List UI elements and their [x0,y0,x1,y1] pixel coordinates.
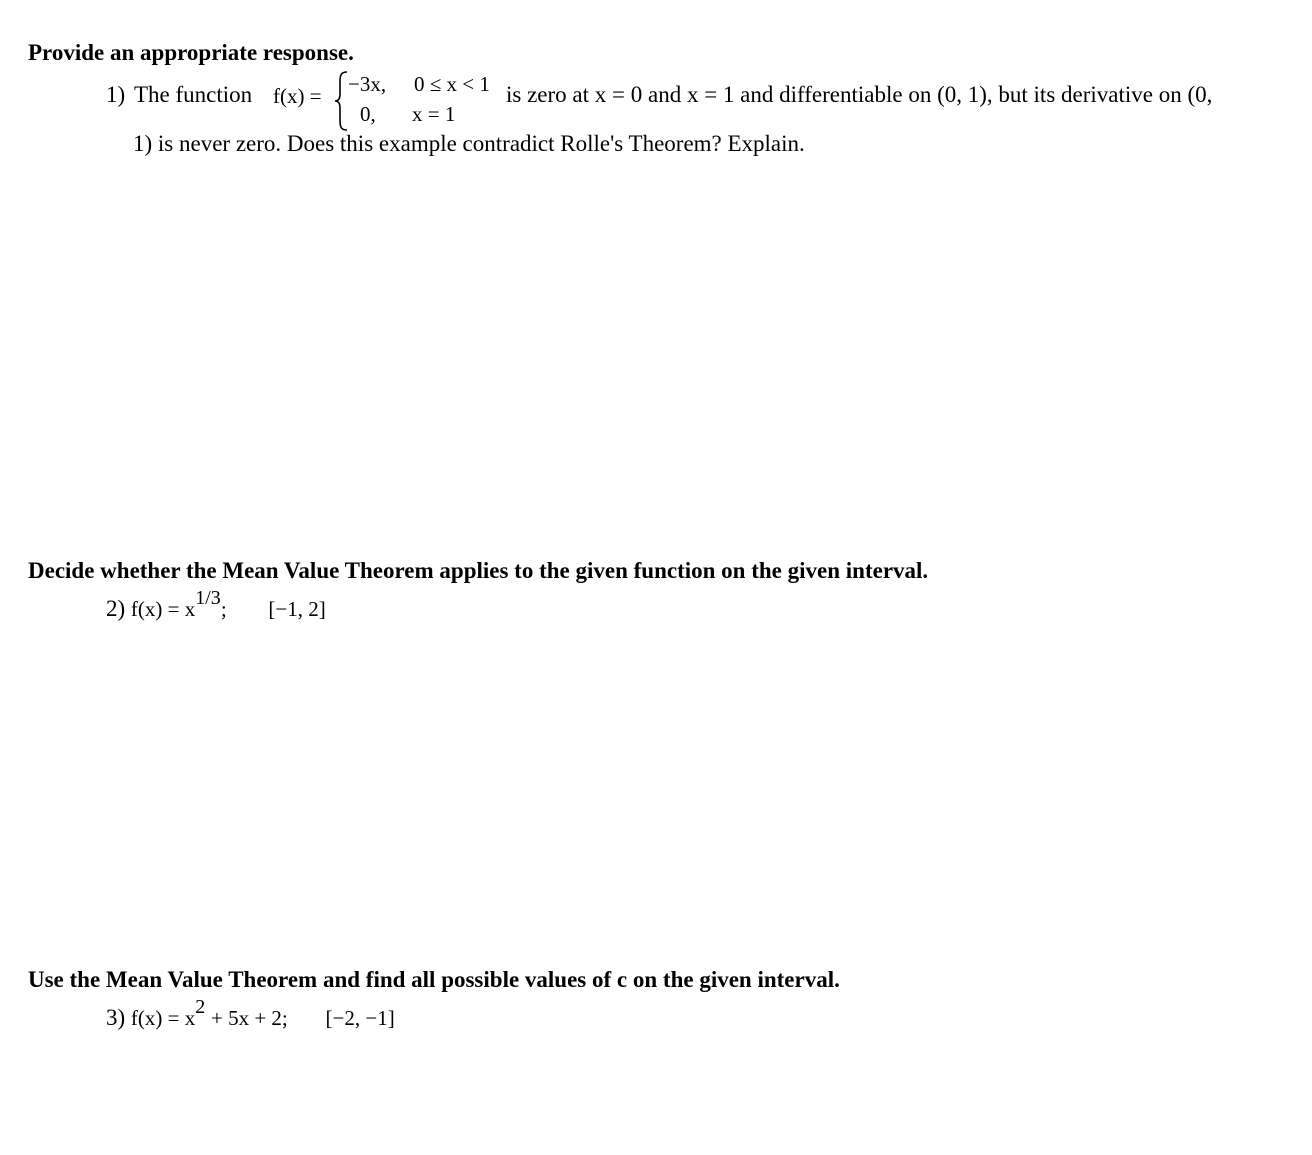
problem-3-number: 3) [106,1005,126,1030]
problem-2-interval: [−1, 2] [268,597,326,621]
problem-1-function: f(x) = [273,84,322,108]
problem-2-exponent: 1/3 [195,587,221,609]
problem-3 [106,996,395,1031]
section-heading-3: Use the Mean Value Theorem and find all possible values of c on the given interval. [28,967,840,992]
problem-3-exponent: 2 [195,996,206,1018]
section-heading-1: Provide an appropriate response. [28,40,354,65]
problem-1-text-line-2: 1) is never zero. Does this example contradict Rolle's Theorem? Explain. [133,131,805,156]
left-brace-icon [333,70,349,132]
piecewise-case-1-expr: −3x, [348,72,387,96]
piecewise-case-2-expr: 0, [360,102,376,126]
problem-3-function-a: f(x) = x [130,1006,196,1030]
problem-2 [106,587,326,622]
problem-3-function-b: + 5x + 2; [211,1006,288,1030]
problem-2-number: 2) [106,596,126,621]
piecewise-case-2-cond: x = 1 [412,102,456,126]
problem-3-interval: [−2, −1] [325,1006,395,1030]
section-heading-2: Decide whether the Mean Value Theorem applies to the given function on the given interval. [28,558,929,583]
problem-2-semicolon: ; [220,597,227,621]
problem-1-text-line-1: is zero at x = 0 and x = 1 and differentiable on (0, 1), but its derivative on (0, [506,82,1213,107]
problem-1-intro: The function [134,82,253,107]
piecewise-case-1-cond: 0 ≤ x < 1 [414,72,490,96]
problem-1-number: 1) [106,82,126,107]
problem-2-function: f(x) = x [130,597,196,621]
